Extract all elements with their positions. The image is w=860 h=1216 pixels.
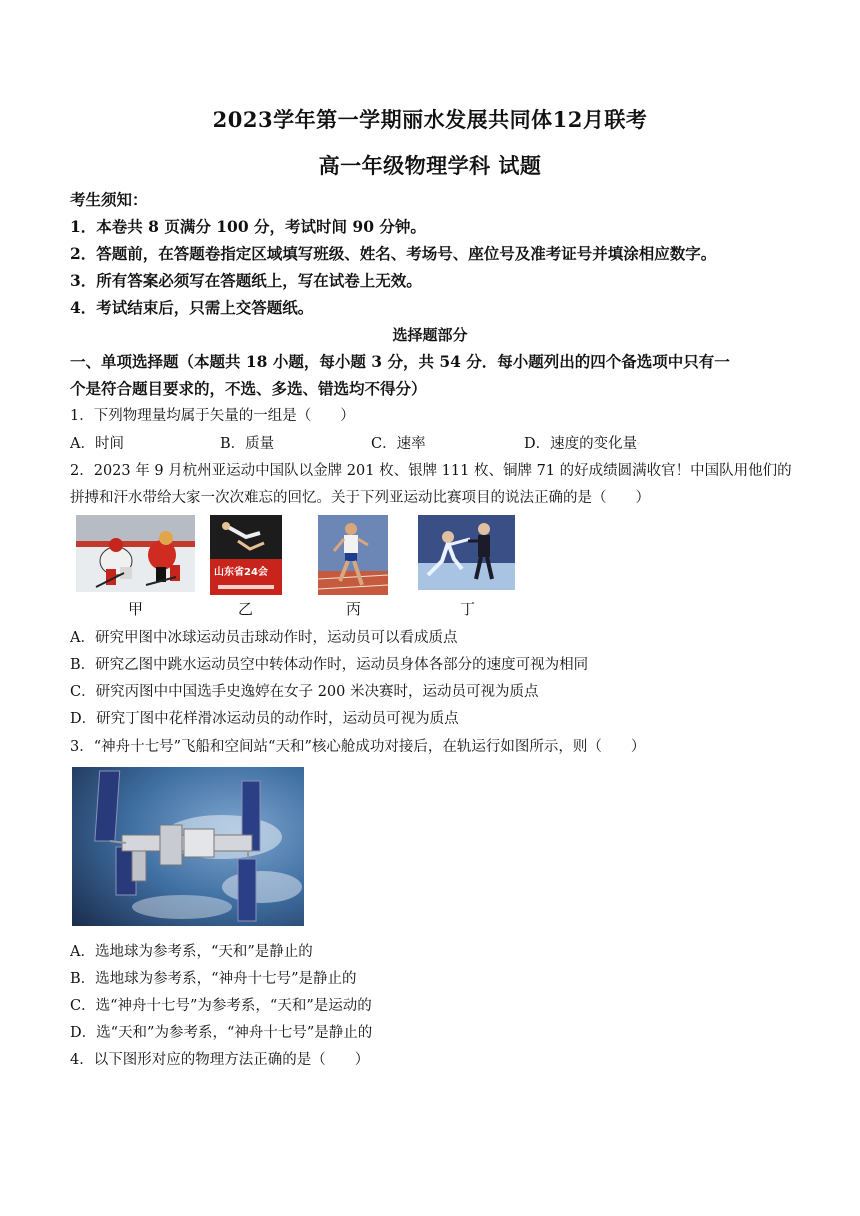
q3-option-b: B．选地球为参考系，“神舟十七号”是静止的: [70, 971, 357, 987]
photo-sprinter: [318, 515, 388, 595]
section-title: 选择题部分: [392, 326, 468, 344]
q4-stem: 4．以下图形对应的物理方法正确的是（ ）: [70, 1052, 370, 1068]
part1-instructions-line1: 一、单项选择题（本题共 18 小题，每小题 3 分，共 54 分．每小题列出的四个备选项中只有一: [70, 352, 730, 371]
q2-option-a: A．研究甲图中冰球运动员击球动作时，运动员可以看成质点: [70, 630, 458, 646]
q1-option-d: D．速度的变化量: [524, 436, 638, 452]
q1-option-a: A．时间: [70, 436, 124, 452]
q2-stem-line2: 拼搏和汗水带给大家一次次难忘的回忆。关于下列亚运动比赛项目的说法正确的是（ ）: [70, 490, 650, 506]
photo-ice-hockey: [76, 515, 195, 592]
notice-heading: 考生须知：: [70, 190, 148, 209]
q2-option-c: C．研究丙图中中国选手史逸婷在女子 200 米决赛时，运动员可视为质点: [70, 684, 539, 700]
q2-stem-line1: 2．2023 年 9 月杭州亚运动中国队以金牌 201 枚、银牌 111 枚、铜牌 71 的好成绩圆满收官！中国队用他们的: [70, 463, 792, 479]
q1-stem: 1．下列物理量均属于矢量的一组是（ ）: [70, 408, 355, 424]
notice-item-1: 1．本卷共 8 页满分 100 分，考试时间 90 分钟。: [70, 217, 426, 236]
q3-option-a: A．选地球为参考系，“天和”是静止的: [70, 944, 313, 960]
caption-ding: 丁: [460, 600, 476, 618]
notice-item-2: 2．答题前，在答题卷指定区域填写班级、姓名、考场号、座位号及准考证号并填涂相应数字。: [70, 244, 717, 263]
q1-option-b: B．质量: [220, 436, 275, 452]
exam-subtitle: 高一年级物理学科 试题: [318, 153, 542, 178]
photo-figure-skating: [418, 515, 515, 590]
q2-option-b: B．研究乙图中跳水运动员空中转体动作时，运动员身体各部分的速度可视为相同: [70, 657, 589, 673]
q3-option-c: C．选“神舟十七号”为参考系，“天和”是运动的: [70, 998, 372, 1014]
q3-stem: 3．“神舟十七号”飞船和空间站“天和”核心舱成功对接后，在轨运行如图所示，则（ ）: [70, 739, 646, 755]
exam-title: 2023学年第一学期丽水发展共同体12月联考: [212, 107, 648, 132]
q1-option-c: C．速率: [371, 436, 426, 452]
notice-item-4: 4．考试结束后，只需上交答题纸。: [70, 298, 314, 317]
q2-option-d: D．研究丁图中花样滑冰运动员的动作时，运动员可视为质点: [70, 711, 459, 727]
photo-diving-poster: [210, 515, 282, 595]
part1-instructions-line2: 个是符合题目要求的，不选、多选、错选均不得分）: [70, 379, 427, 398]
poster-text: 山东省24会: [214, 567, 268, 578]
photo-space-station: [72, 767, 304, 926]
q3-option-d: D．选“天和”为参考系，“神舟十七号”是静止的: [70, 1025, 373, 1041]
caption-yi: 乙: [238, 600, 254, 618]
caption-jia: 甲: [128, 600, 144, 618]
notice-item-3: 3．所有答案必须写在答题纸上，写在试卷上无效。: [70, 271, 422, 290]
caption-bing: 丙: [346, 600, 362, 618]
